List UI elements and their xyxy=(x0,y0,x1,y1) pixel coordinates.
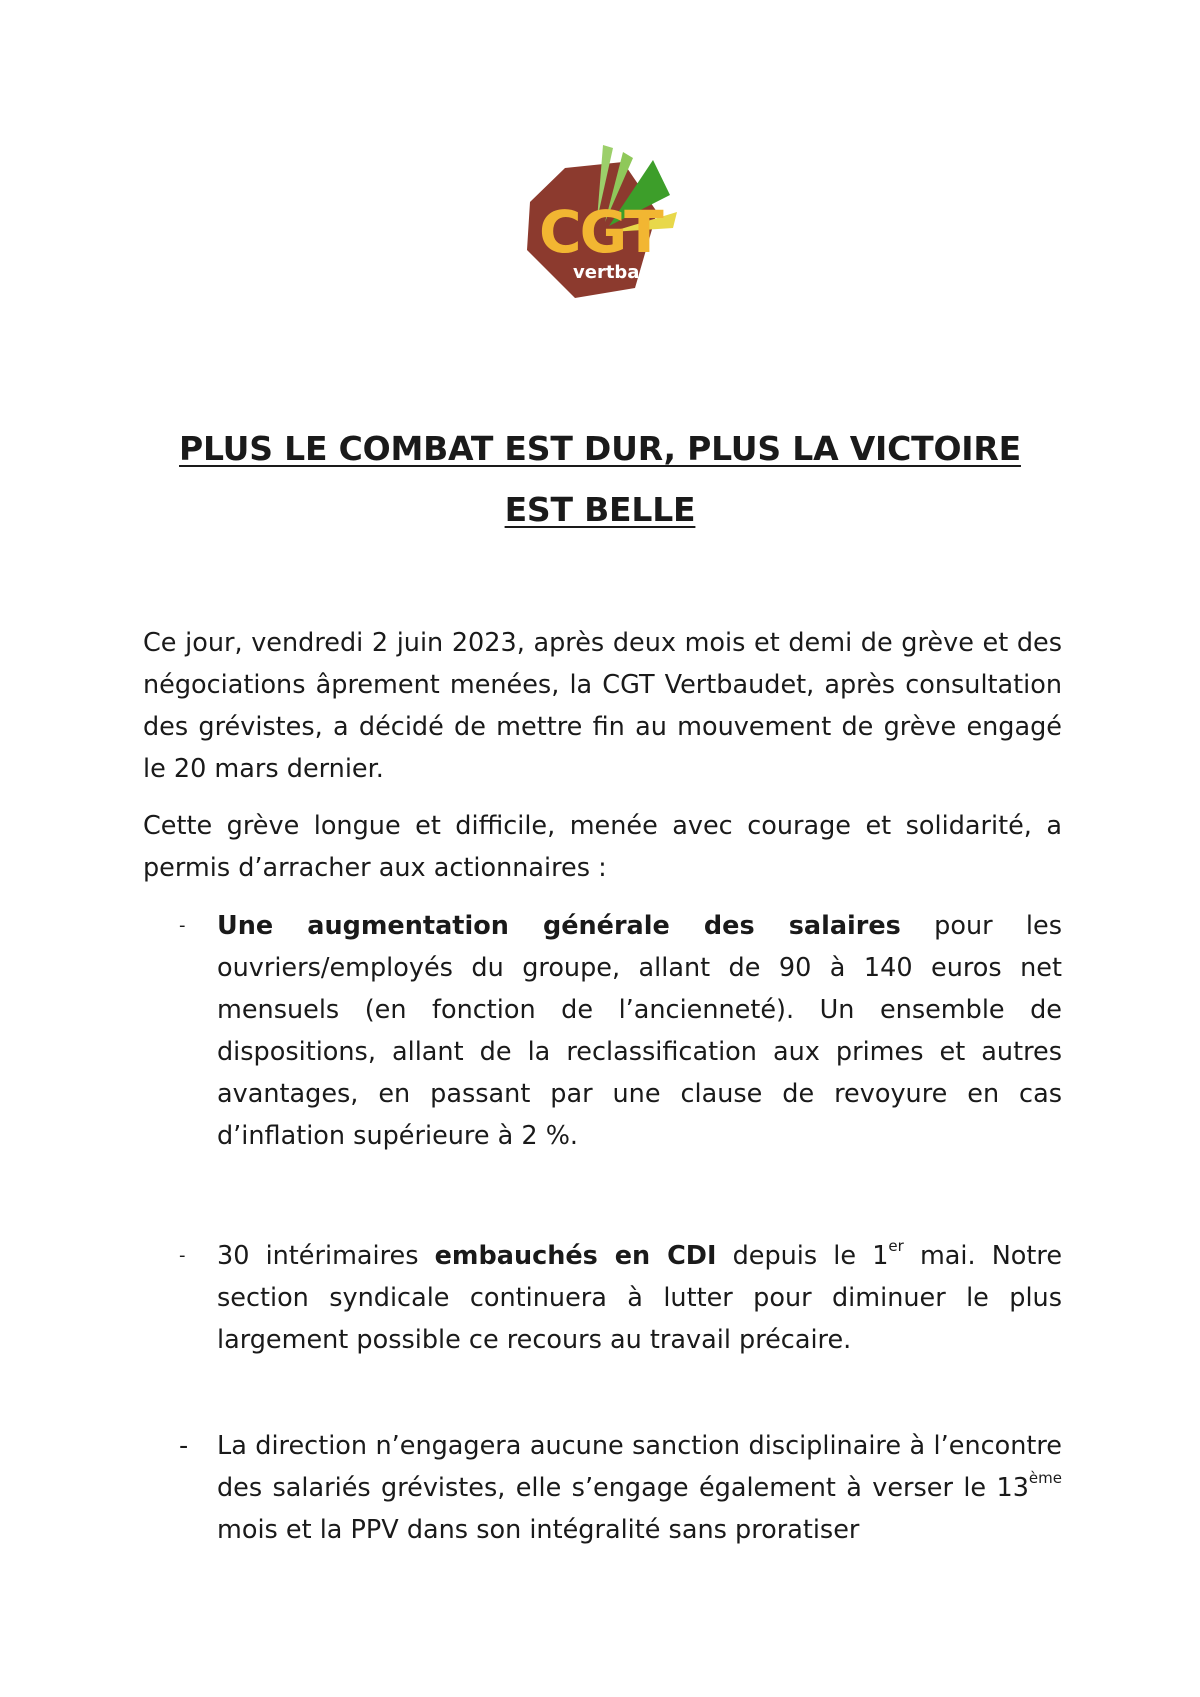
list-item-rest: pour les ouvriers/employés du groupe, allant de 90 à 140 euros net mensuels (en fonction de l’ancienneté). Un ensemble de dispositions, allant de la reclassification aux primes et autres avantages, en passant par une clause de revoyure en cas d’inflation supérieure à 2 %. xyxy=(217,911,1062,1151)
logo-cgt-text: CGT xyxy=(539,198,662,266)
list-item-text xyxy=(217,1235,1062,1361)
logo-graphic xyxy=(505,140,705,310)
list-item-sup: ème xyxy=(1028,1469,1062,1487)
list-item-text xyxy=(217,905,1062,1157)
cgt-vertbaudet-logo xyxy=(505,140,705,310)
list-item-pre: La direction n’engagera aucune sanction disciplinaire à l’encontre des salariés grévistes, elle s’engage également à verser le 13 xyxy=(217,1431,1062,1503)
list-dash: - xyxy=(179,915,186,936)
gains-paragraph: Cette grève longue et difficile, menée avec courage et solidarité, a permis d’arracher aux actionnaires : xyxy=(143,811,1062,883)
list-item-cdi-hiring xyxy=(143,1235,1062,1361)
list-item-no-sanction xyxy=(143,1425,1062,1551)
logo-vertbaudet-text: vertbaudet xyxy=(573,262,686,283)
list-dash: - xyxy=(179,1245,186,1266)
list-item-pre: 30 intérimaires xyxy=(217,1241,435,1271)
list-item-salary-increase xyxy=(143,905,1062,1157)
list-item-mid: depuis le 1 xyxy=(716,1241,889,1271)
document-title: PLUS LE COMBAT EST DUR, PLUS LA VICTOIRE EST BELLE xyxy=(179,429,1021,529)
list-item-text xyxy=(217,1425,1062,1551)
list-dash: - xyxy=(179,1431,189,1461)
list-item-bold: embauchés en CDI xyxy=(434,1241,717,1271)
list-item-sup: er xyxy=(888,1237,904,1255)
list-item-rest: mai. Notre section syndicale continuera à lutter pour diminuer le plus largement possible ce recours au travail précaire. xyxy=(217,1241,1063,1355)
list-item-rest: mois et la PPV dans son intégralité sans proratiser xyxy=(217,1515,860,1545)
intro-paragraph: Ce jour, vendredi 2 juin 2023, après deux mois et demi de grève et des négociations âprement menées, la CGT Vertbaudet, après consultation des grévistes, a décidé de mettre fin au mouvement de grève engagé le 20 mars dernier. xyxy=(143,628,1062,784)
list-item-bold: Une augmentation générale des salaires xyxy=(217,911,901,941)
